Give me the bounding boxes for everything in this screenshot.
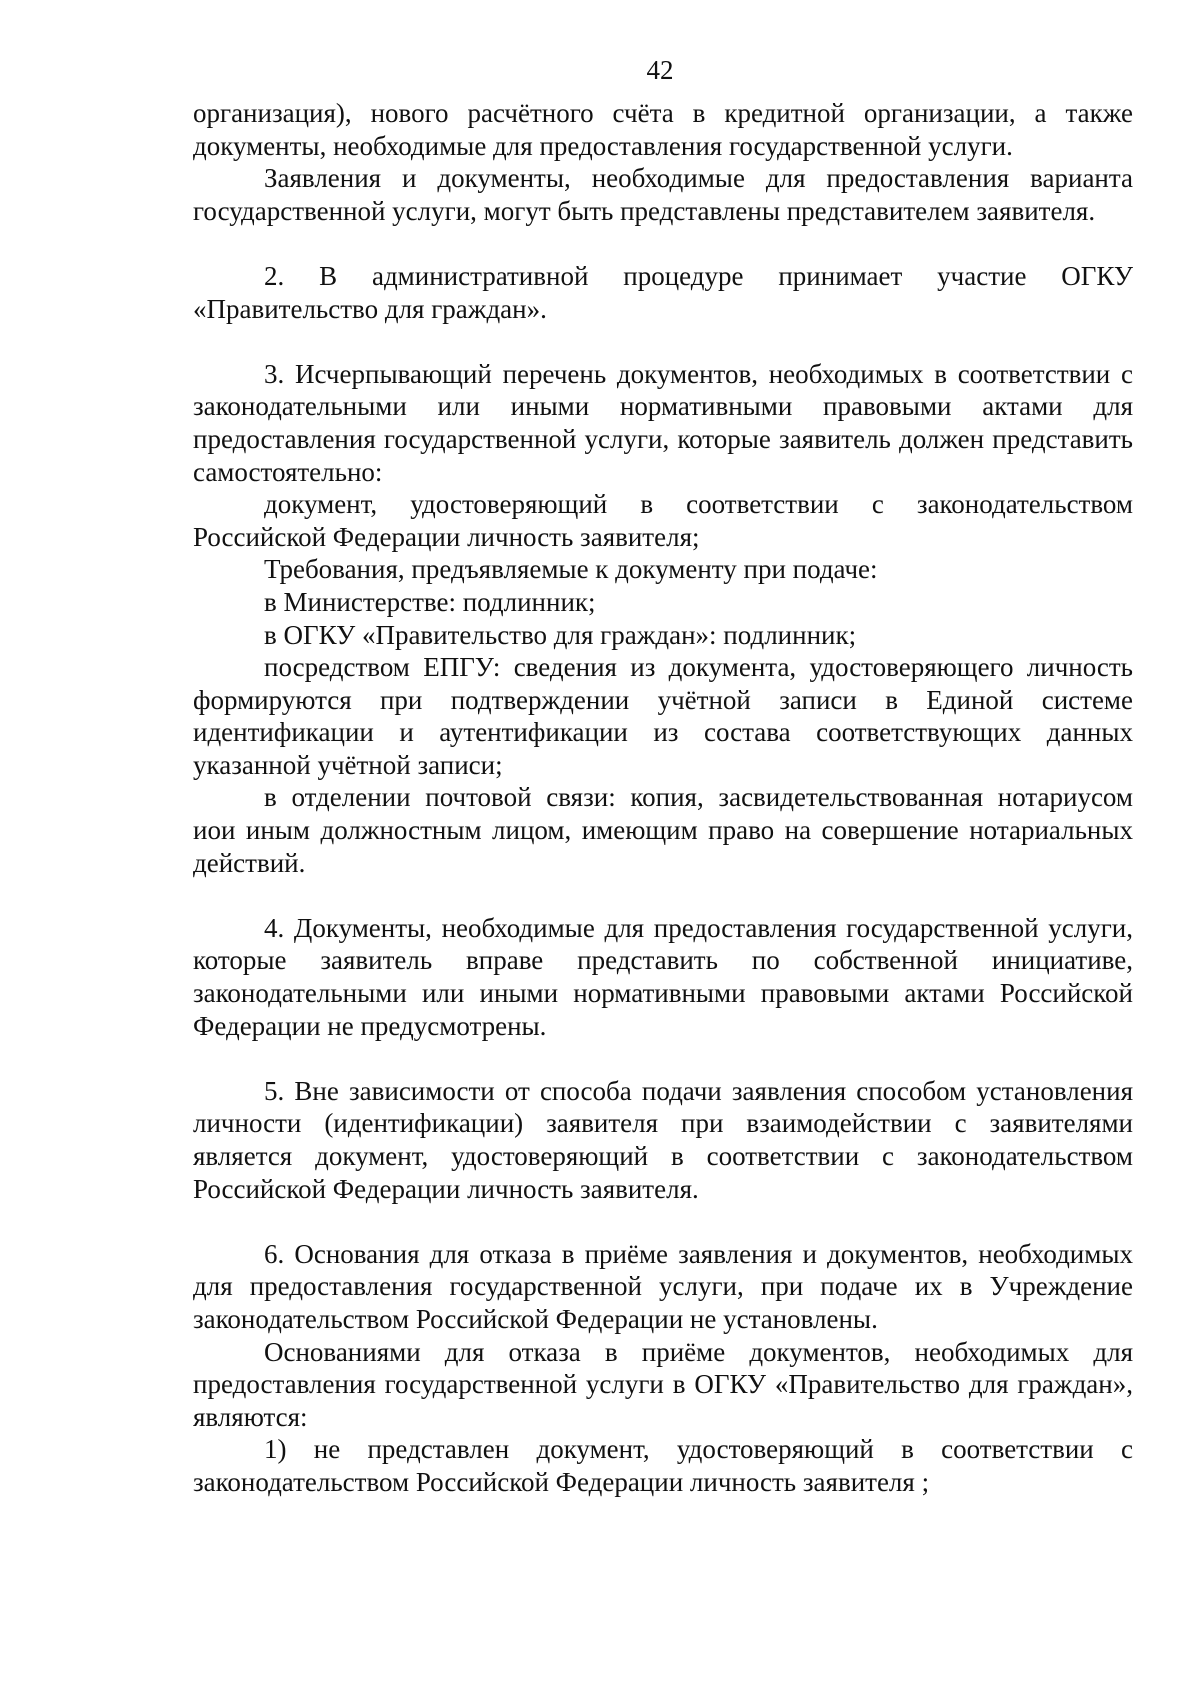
paragraph-refusal-1: 1) не представлен документ, удостоверяющий в соответствии с законодательством Российской Федерации личность заявителя ; bbox=[193, 1434, 1133, 1497]
page-number: 42 bbox=[646, 55, 674, 85]
paragraph-refusal-grounds: Основаниями для отказа в приёме документов, необходимых для предоставления государственной услуги в ОГКУ «Правительство для граждан», являются: bbox=[193, 1336, 1133, 1432]
paragraph-requirements: Требования, предъявляемые к документу при подаче: bbox=[264, 554, 878, 585]
paragraph-item-6: 6. Основания для отказа в приёме заявления и документов, необходимых для предоставления государственной услуги, при подаче их в Учреждение законодательством Российской Федерации не установлены. bbox=[193, 1238, 1133, 1334]
document-body bbox=[193, 97, 1133, 1499]
paragraph-ministry: в Министерстве: подлинник; bbox=[264, 586, 596, 617]
paragraph-identity-document: документ, удостоверяющий в соответствии с законодательством Российской Федерации личность заявителя; bbox=[193, 489, 1133, 552]
paragraph-post-office: в отделении почтовой связи: копия, засвидетельствованная нотариусом иои иным должностным лицом, имеющим право на совершение нотариальных действий. bbox=[193, 782, 1133, 878]
paragraph-continuation: организация), нового расчётного счёта в кредитной организации, а также документы, необходимые для предоставления государственной услуги. bbox=[193, 98, 1133, 161]
paragraph-item-4: 4. Документы, необходимые для предоставления государственной услуги, которые заявитель вправе представить по собственной инициативе, законодательными или иными нормативными правовыми актами Российской Федерации не предусмотрены. bbox=[193, 912, 1133, 1041]
paragraph-item-2: 2. В административной процедуре принимает участие ОГКУ «Правительство для граждан». bbox=[193, 260, 1133, 324]
paragraph-representative: Заявления и документы, необходимые для предоставления варианта государственной услуги, могут быть представлены представителем заявителя. bbox=[193, 163, 1133, 226]
paragraph-epgu: посредством ЕПГУ: сведения из документа, удостоверяющего личность формируются при подтверждении учётной записи в Единой системе идентификации и аутентификации из состава соответствующих данных указанной учётной записи; bbox=[193, 652, 1133, 780]
paragraph-item-5: 5. Вне зависимости от способа подачи заявления способом установления личности (идентификации) заявителя при взаимодействии с заявителями является документ, удостоверяющий в соответствии с законодательством Российской Федерации личность заявителя. bbox=[193, 1075, 1133, 1204]
paragraph-ogku: в ОГКУ «Правительство для граждан»: подлинник; bbox=[264, 619, 857, 650]
paragraph-item-3: 3. Исчерпывающий перечень документов, необходимых в соответствии с законодательными или иными нормативными правовыми актами для предоставления государственной услуги, которые заявитель должен представить самостоятельно: bbox=[193, 358, 1133, 487]
